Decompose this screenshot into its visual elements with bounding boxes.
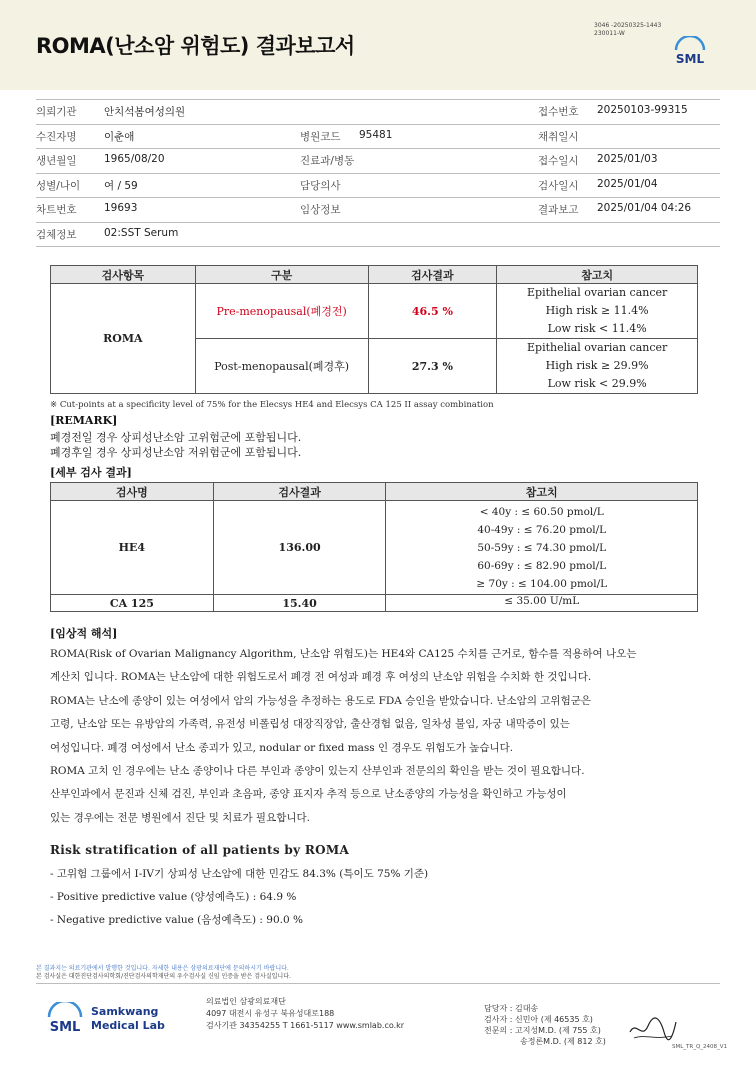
info-row xyxy=(36,173,720,197)
form-code: SML_TR_Q_2408_V1 xyxy=(672,1044,728,1050)
risk-item: - 고위험 그룹에서 I-IV기 상피성 난소암에 대한 민감도 84.3% (특이도 75% 기준) xyxy=(50,868,429,880)
roma-post-reference xyxy=(497,339,698,394)
info-value: 02:SST Serum xyxy=(104,226,179,239)
info-divider xyxy=(36,246,720,247)
info-label: 성별/나이 xyxy=(36,179,81,192)
info-value: 안치석봄여성의원 xyxy=(104,106,186,118)
he4-name: HE4 xyxy=(51,501,214,595)
detail-header-name: 검사명 xyxy=(51,483,214,501)
info-value: 2025/01/03 xyxy=(597,153,658,165)
detail-heading: [세부 검사 결과] xyxy=(50,466,132,479)
roma-post-ref-line: High risk ≥ 29.9% xyxy=(545,359,649,372)
roma-pre-result: 46.5 % xyxy=(368,284,497,339)
he4-ref-line: ≥ 70y : ≤ 104.00 pmol/L xyxy=(476,577,608,590)
footer-staff-line: 송정론M.D. (제 812 호) xyxy=(520,1037,606,1046)
footer-divider xyxy=(36,983,720,984)
roma-pre-ref-line: Epithelial ovarian cancer xyxy=(527,286,668,299)
info-label: 임상정보 xyxy=(300,204,341,216)
he4-ref-line: 50-59y : ≤ 74.30 pmol/L xyxy=(477,541,607,554)
interpretation-line: 있는 경우에는 전문 병원에서 진단 및 치료가 필요합니다. xyxy=(50,811,310,824)
footer-address-line: 검사기관 34354255 T 1661-5117 www.smlab.co.kr xyxy=(206,1021,405,1030)
page-title: ROMA(난소암 위험도) 결과보고서 xyxy=(36,34,355,58)
risk-title: Risk stratification of all patients by ROMA xyxy=(50,843,350,857)
roma-header-reference: 참고치 xyxy=(497,266,698,284)
footer-staff-line: 검사자 : 신민아 (제 46535 호) xyxy=(484,1015,593,1024)
remark-heading: [REMARK] xyxy=(50,414,118,427)
info-value: 95481 xyxy=(359,128,393,141)
footer-address-line: 4097 대전시 유성구 북유성대로188 xyxy=(206,1009,335,1018)
footer-company xyxy=(91,1005,165,1033)
document-code-line-1: 3046 -20250325-1443 xyxy=(594,22,662,29)
interpretation-body xyxy=(50,643,730,830)
roma-header-item: 검사항목 xyxy=(51,266,196,284)
detail-table xyxy=(50,482,698,612)
info-label: 검사일시 xyxy=(538,179,579,192)
info-label: 진료과/병동 xyxy=(300,155,355,167)
footer-logo-text: SML xyxy=(49,1020,81,1035)
info-label: 접수일시 xyxy=(538,155,579,167)
interpretation-line: ROMA(Risk of Ovarian Malignancy Algorithm, 난소암 위험도)는 HE4와 CA125 수치를 근거로, 함수를 적용하여 나오는 xyxy=(50,648,637,660)
info-row xyxy=(36,124,720,148)
info-value: 여 / 59 xyxy=(104,179,138,192)
ca125-result: 15.40 xyxy=(213,595,386,612)
footer-note-1: 본 결과지는 의료기관에서 발행한 것입니다. 자세한 내용은 삼광의료재단에 문의하시기 바랍니다. xyxy=(36,965,289,972)
roma-post-ref-line: Low risk < 29.9% xyxy=(547,377,647,390)
footer-note-2: 본 검사실은 대한진단검사의학회/진단검사의학재단의 우수검사실 신임 인증을 받은 검사실입니다. xyxy=(36,973,291,980)
info-label: 접수번호 xyxy=(538,106,579,118)
footer-address-line: 의료법인 삼광의료재단 xyxy=(206,997,286,1006)
footer-staff xyxy=(484,1003,606,1047)
footer-company-line-2: Medical Lab xyxy=(91,1019,165,1032)
he4-ref-line: < 40y : ≤ 60.50 pmol/L xyxy=(479,505,604,518)
info-label: 차트번호 xyxy=(36,204,77,216)
info-value: 2025/01/04 xyxy=(597,177,658,190)
info-label: 결과보고 xyxy=(538,204,579,216)
document-code-line-2: 230011-W xyxy=(594,30,625,37)
info-label: 채취일시 xyxy=(538,130,579,143)
he4-ref-line: 40-49y : ≤ 76.20 pmol/L xyxy=(477,523,607,536)
roma-item: ROMA xyxy=(51,284,196,394)
info-label: 의뢰기관 xyxy=(36,106,77,118)
roma-table xyxy=(50,265,698,394)
info-value: 이춘애 xyxy=(104,130,135,143)
footer-staff-line: 전문의 : 고지성M.D. (제 755 호) xyxy=(484,1026,601,1035)
info-value: 2025/01/04 04:26 xyxy=(597,202,692,214)
roma-pre-reference xyxy=(497,284,698,339)
footer-staff-line: 담당자 : 김대송 xyxy=(484,1004,539,1013)
roma-pre-ref-line: High risk ≥ 11.4% xyxy=(545,304,649,317)
roma-header-result: 검사결과 xyxy=(368,266,497,284)
interpretation-line: 여성입니다. 폐경 여성에서 난소 종괴가 있고, nodular or fixed mass 인 경우도 위험도가 높습니다. xyxy=(50,741,514,754)
roma-header-category: 구분 xyxy=(195,266,368,284)
document-code xyxy=(594,22,661,38)
interpretation-line: ROMA 고치 인 경우에는 난소 종양이나 다른 부인과 종양이 있는지 산부인과 전문의의 확인을 받는 것이 필요합니다. xyxy=(50,764,585,777)
risk-list xyxy=(50,863,428,932)
cutpoint-note: ※ Cut-points at a specificity level of 75% for the Elecsys HE4 and Elecsys CA 125 II assay combination xyxy=(50,400,494,410)
risk-item: - Positive predictive value (양성예측도) : 64.9 % xyxy=(50,891,297,903)
info-row xyxy=(36,99,720,123)
roma-post-result: 27.3 % xyxy=(368,339,497,394)
info-value: 19693 xyxy=(104,202,138,214)
sml-logo-text: SML xyxy=(675,52,705,66)
detail-header-result: 검사결과 xyxy=(213,483,386,501)
interpretation-line: ROMA는 난소에 종양이 있는 여성에서 암의 가능성을 추정하는 용도로 FDA 승인을 받았습니다. 난소암의 고위험군은 xyxy=(50,694,592,707)
roma-pre-category: Pre-menopausal(폐경전) xyxy=(195,284,368,339)
sml-logo xyxy=(671,36,709,70)
remark-line-1: 폐경전일 경우 상피성난소암 고위험군에 포함됩니다. xyxy=(50,431,302,444)
info-label: 병원코드 xyxy=(300,130,341,143)
info-row xyxy=(36,148,720,172)
footer-sml-logo xyxy=(44,1002,86,1038)
interpretation-line: 고령, 난소암 또는 유방암의 가족력, 유전성 비폴립성 대장직장암, 출산경험 없음, 일차성 불임, 자궁 내막증이 있는 xyxy=(50,718,570,731)
footer-company-line-1: Samkwang xyxy=(91,1005,159,1018)
footer-address xyxy=(206,996,404,1032)
info-label: 검체정보 xyxy=(36,228,77,241)
signature-image xyxy=(626,1010,678,1046)
info-label: 생년월일 xyxy=(36,155,77,167)
detail-header-reference: 참고치 xyxy=(386,483,698,501)
he4-ref-line: 60-69y : ≤ 82.90 pmol/L xyxy=(477,559,607,572)
interpretation-line: 계산치 입니다. ROMA는 난소암에 대한 위험도로서 폐경 전 여성과 폐경 후 여성의 난소암 위험을 수치화 한 것입니다. xyxy=(50,671,592,684)
roma-post-ref-line: Epithelial ovarian cancer xyxy=(527,341,668,354)
roma-pre-ref-line: Low risk < 11.4% xyxy=(547,322,647,335)
risk-item: - Negative predictive value (음성예측도) : 90.0 % xyxy=(50,914,303,926)
info-label: 수진자명 xyxy=(36,130,77,143)
roma-post-category: Post-menopausal(폐경후) xyxy=(195,339,368,394)
remark-line-2: 폐경후일 경우 상피성난소암 저위험군에 포함됩니다. xyxy=(50,446,302,459)
interpretation-heading: [임상적 해석] xyxy=(50,627,118,640)
he4-result: 136.00 xyxy=(213,501,386,595)
ca125-reference: ≤ 35.00 U/mL xyxy=(386,595,698,612)
info-value: 1965/08/20 xyxy=(104,153,165,165)
ca125-name: CA 125 xyxy=(51,595,214,612)
info-row xyxy=(36,197,720,221)
info-label: 담당의사 xyxy=(300,179,341,192)
info-row xyxy=(36,222,720,246)
interpretation-line: 산부인과에서 문진과 신체 검진, 부인과 초음파, 종양 표지자 추적 등으로 난소종양의 가능성을 확인하고 가능성이 xyxy=(50,788,567,801)
he4-reference xyxy=(386,501,698,595)
info-value: 20250103-99315 xyxy=(597,104,688,116)
